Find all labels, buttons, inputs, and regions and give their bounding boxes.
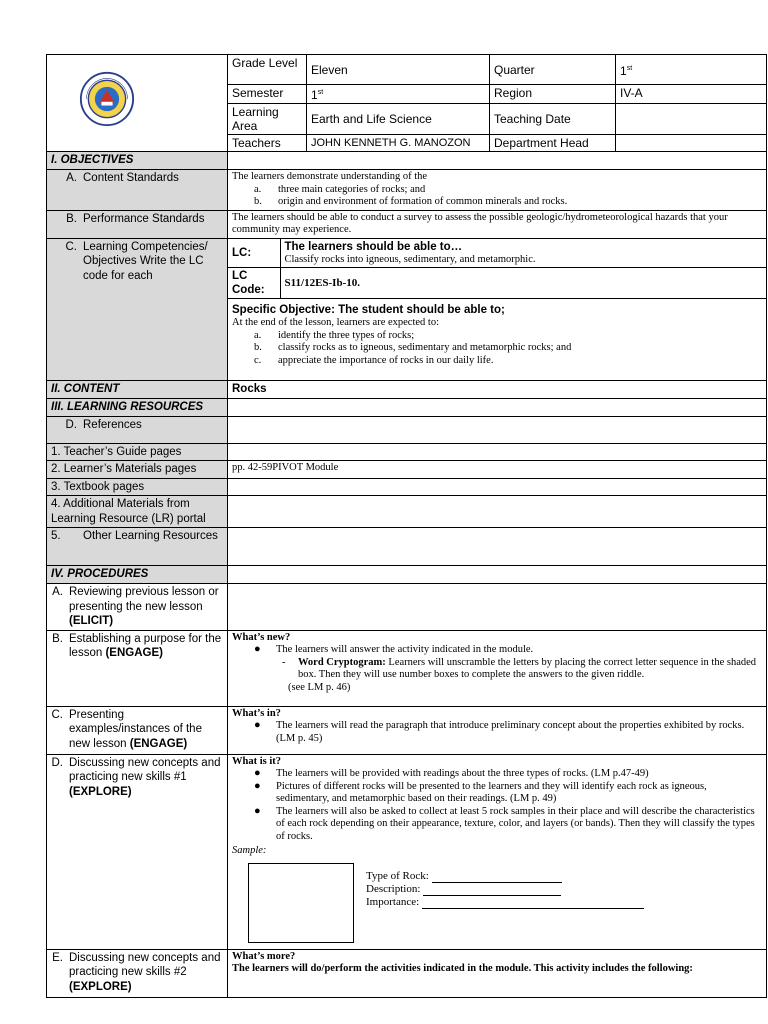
list-marker: b. [254, 196, 262, 207]
list-text: appreciate the importance of rocks in our daily life. [278, 354, 494, 366]
competencies-cell [228, 238, 767, 380]
procedure-b-dash-item [232, 657, 762, 682]
additional-materials-label: 4. Additional Materials from Learning Resource (LR) portal [47, 496, 228, 528]
content-standards-list [232, 184, 762, 209]
other-resources-label-cell [47, 528, 228, 566]
additional-materials-blank [228, 496, 767, 528]
procedure-a-tag: (ELICIT) [69, 615, 114, 627]
teachers-value: JOHN KENNETH G. MANOZON [307, 135, 490, 152]
description-blank [423, 884, 561, 896]
procedure-e-text-body: The learners will do/perform the activities indicated in the module. This activity includes the following: [232, 963, 693, 974]
importance-field [366, 896, 644, 909]
bullet-icon: ● [254, 779, 261, 792]
semester-label: Semester [228, 85, 307, 104]
list-text: The learners will answer the activity indicated in the module. [276, 644, 534, 655]
region-value: IV-A [616, 85, 767, 104]
content-standards-label-cell [47, 170, 228, 211]
references-label: References [83, 418, 142, 431]
quarter-value [616, 55, 767, 85]
list-item [232, 184, 762, 197]
teachers-label: Teachers [228, 135, 307, 152]
teachers-guide-label: 1. Teacher’s Guide pages [47, 443, 228, 461]
references-marker: D. [65, 418, 77, 431]
semester-value [307, 85, 490, 104]
specific-objectives [228, 299, 766, 369]
list-text: three main categories of rocks; and [278, 183, 426, 195]
procedure-c-heading: What’s in? [232, 707, 281, 719]
procedure-e-tag: (EXPLORE) [69, 980, 132, 993]
list-item [232, 330, 762, 343]
specific-objective-list [232, 330, 762, 368]
procedure-c-text [69, 708, 223, 752]
textbook-pages-blank [228, 478, 767, 496]
other-resources-marker: 5. [51, 530, 61, 542]
procedure-c-marker: C. [51, 708, 63, 721]
procedure-a-text [69, 585, 223, 629]
content-standards-cell [228, 170, 767, 211]
list-text: classify rocks as to igneous, sedimentary and metamorphic rocks; and [278, 342, 572, 353]
other-resources-blank [228, 528, 767, 566]
performance-standards-marker: B. [66, 212, 77, 225]
list-item [232, 644, 762, 657]
region-label: Region [490, 85, 616, 104]
quarter-number: 1 [620, 63, 627, 78]
procedure-c-cell [228, 706, 767, 754]
procedure-d-cell [228, 754, 767, 949]
list-text: origin and environment of formation of common minerals and rocks. [278, 196, 568, 207]
performance-standards-label: Performance Standards [83, 212, 205, 225]
procedure-e-marker: E. [52, 951, 63, 964]
procedure-a-blank [228, 584, 767, 631]
rock-image-placeholder [248, 863, 354, 943]
description-field [366, 883, 644, 896]
procedure-b-list [232, 644, 762, 657]
bullet-icon: ● [254, 719, 261, 731]
resources-section-blank [228, 398, 767, 416]
list-item [232, 806, 762, 844]
list-marker: a. [254, 329, 262, 341]
competencies-label: Learning Competencies/ Objectives Write the LC code for each [83, 240, 208, 282]
procedure-b-text [69, 632, 223, 661]
teaching-date-value [616, 104, 767, 135]
list-text: The learners will also be asked to collect at least 5 rock samples in their place and will describe the characteristics of each rock depending on their appearance, texture, color, and layers (or bands). Then they will classify the types of rocks. [276, 805, 755, 842]
procedure-b-tag: (ENGAGE) [105, 647, 163, 659]
content-section-title: II. CONTENT [47, 380, 228, 398]
objectives-section-blank [228, 152, 767, 170]
list-item [232, 355, 762, 368]
deped-logo-cell [47, 55, 228, 152]
procedures-section-blank [228, 566, 767, 584]
dash-icon: - [282, 656, 286, 668]
procedure-c-label-cell [47, 706, 228, 754]
references-blank [228, 416, 767, 443]
list-item [232, 768, 762, 781]
semester-suffix: st [317, 89, 324, 96]
importance-label: Importance: [366, 895, 420, 908]
lesson-plan-table [46, 54, 767, 998]
sample-fields [366, 870, 644, 909]
sample-label: Sample: [232, 845, 267, 856]
performance-standards-text: The learners should be able to conduct a survey to assess the possible geologic/hydrometeorological hazards that your community may experience. [228, 210, 767, 238]
content-standards-label: Content Standards [83, 172, 179, 184]
department-head-value [616, 135, 767, 152]
description-label: Description: [366, 882, 421, 895]
procedure-b-marker: B. [52, 632, 63, 645]
procedure-e-cell [228, 949, 767, 997]
lc-head: The learners should be able to… [284, 240, 463, 253]
procedure-d-label: Discussing new concepts and practicing new skills #1 [69, 756, 221, 783]
list-item [232, 342, 762, 355]
lc-inner-table [228, 239, 767, 300]
content-standards-marker: A. [66, 172, 77, 184]
procedure-c-list [232, 720, 762, 745]
learning-area-label: Learning Area [228, 104, 307, 135]
procedures-section-title: IV. PROCEDURES [47, 566, 228, 584]
procedure-c-tag: (ENGAGE) [129, 737, 188, 750]
procedure-d-marker: D. [51, 756, 63, 769]
word-cryptogram-title: Word Cryptogram: [298, 656, 386, 668]
list-item [232, 720, 762, 745]
learners-materials-label: 2. Learner’s Materials pages [47, 461, 228, 479]
list-text: Pictures of different rocks will be presented to the learners and they will identify each rock as igneous, sedimentary, and metamorphic based on their readings. (LM p. 49) [276, 780, 707, 804]
procedure-e-text [69, 951, 223, 995]
lc-label: LC: [228, 239, 280, 268]
procedure-b-heading: What’s new? [232, 631, 291, 643]
department-head-label: Department Head [490, 135, 616, 152]
list-marker: a. [254, 183, 262, 195]
procedure-a-marker: A. [52, 586, 63, 598]
learning-area-value: Earth and Life Science [307, 104, 490, 135]
grade-level-value: Eleven [307, 55, 490, 85]
bullet-icon: ● [254, 767, 261, 779]
bullet-icon: ● [254, 643, 261, 655]
semester-number: 1 [311, 88, 318, 102]
content-standards-intro: The learners demonstrate understanding of the [232, 171, 428, 182]
learners-materials-value: pp. 42-59PIVOT Module [228, 461, 767, 479]
procedure-e-label: Discussing new concepts and practicing new skills #2 [69, 951, 221, 978]
teachers-guide-blank [228, 443, 767, 461]
procedure-a-label: Reviewing previous lesson or presenting the new lesson [69, 586, 219, 613]
procedure-d-label-cell [47, 754, 228, 949]
procedure-e-label-cell [47, 949, 228, 997]
textbook-pages-label: 3. Textbook pages [47, 478, 228, 496]
competencies-marker: C. [65, 240, 77, 253]
procedure-d-tag: (EXPLORE) [69, 785, 132, 798]
procedure-b-see-ref: (see LM p. 46) [288, 681, 351, 693]
list-text: The learners will be provided with readings about the three types of rocks. (LM p.47-49) [276, 768, 649, 779]
list-marker: c. [254, 354, 262, 366]
quarter-suffix: st [626, 64, 633, 72]
procedure-c-label: Presenting examples/instances of the new lesson [69, 708, 202, 750]
procedure-d-heading: What is it? [232, 755, 282, 767]
grade-level-label: Grade Level [228, 55, 307, 85]
type-of-rock-label: Type of Rock: [366, 869, 429, 882]
other-resources-label: Other Learning Resources [83, 530, 218, 542]
sample-area [232, 858, 762, 948]
specific-objective-heading: Specific Objective: The student should be able to; [232, 304, 505, 316]
competencies-label-cell [47, 238, 228, 380]
list-item [232, 781, 762, 806]
importance-blank [422, 897, 644, 909]
lc-code-value: S11/12ES-Ib-10. [280, 268, 767, 299]
lesson-plan-page [46, 54, 766, 998]
procedure-d-list [232, 768, 762, 843]
bullet-icon: ● [254, 804, 261, 817]
specific-objective-intro: At the end of the lesson, learners are expected to: [232, 317, 440, 328]
word-cryptogram-text: Learners will unscramble the letters by placing the correct letter sequence in the shaded box. Then they will use number boxes to complete the answers to the given riddle. [298, 656, 757, 680]
procedure-b-label-cell [47, 630, 228, 706]
references-label-cell [47, 416, 228, 443]
procedure-a-label-cell [47, 584, 228, 631]
list-text: identify the three types of rocks; [278, 329, 415, 341]
list-item [232, 196, 762, 209]
procedure-e-heading: What’s more? [232, 950, 296, 962]
procedure-b-label: Establishing a purpose for the lesson [69, 632, 222, 659]
resources-section-title: III. LEARNING RESOURCES [47, 398, 228, 416]
objectives-section-title: I. OBJECTIVES [47, 152, 228, 170]
content-value: Rocks [228, 380, 767, 398]
list-marker: b. [254, 342, 262, 353]
lc-text: Classify rocks into igneous, sedimentary, and metamorphic. [284, 253, 536, 265]
procedure-b-cell [228, 630, 767, 706]
list-text: The learners will read the paragraph that introduce preliminary concept about the properties exhibited by rocks. (LM p. 45) [276, 720, 745, 744]
lc-code-label: LC Code: [228, 268, 280, 299]
performance-standards-label-cell [47, 210, 228, 238]
lc-cell [280, 239, 767, 268]
procedure-d-text [69, 756, 223, 800]
teaching-date-label: Teaching Date [490, 104, 616, 135]
quarter-label: Quarter [490, 55, 616, 85]
type-of-rock-field [366, 870, 644, 883]
type-of-rock-blank [432, 871, 562, 883]
deped-seal-icon [79, 71, 135, 127]
